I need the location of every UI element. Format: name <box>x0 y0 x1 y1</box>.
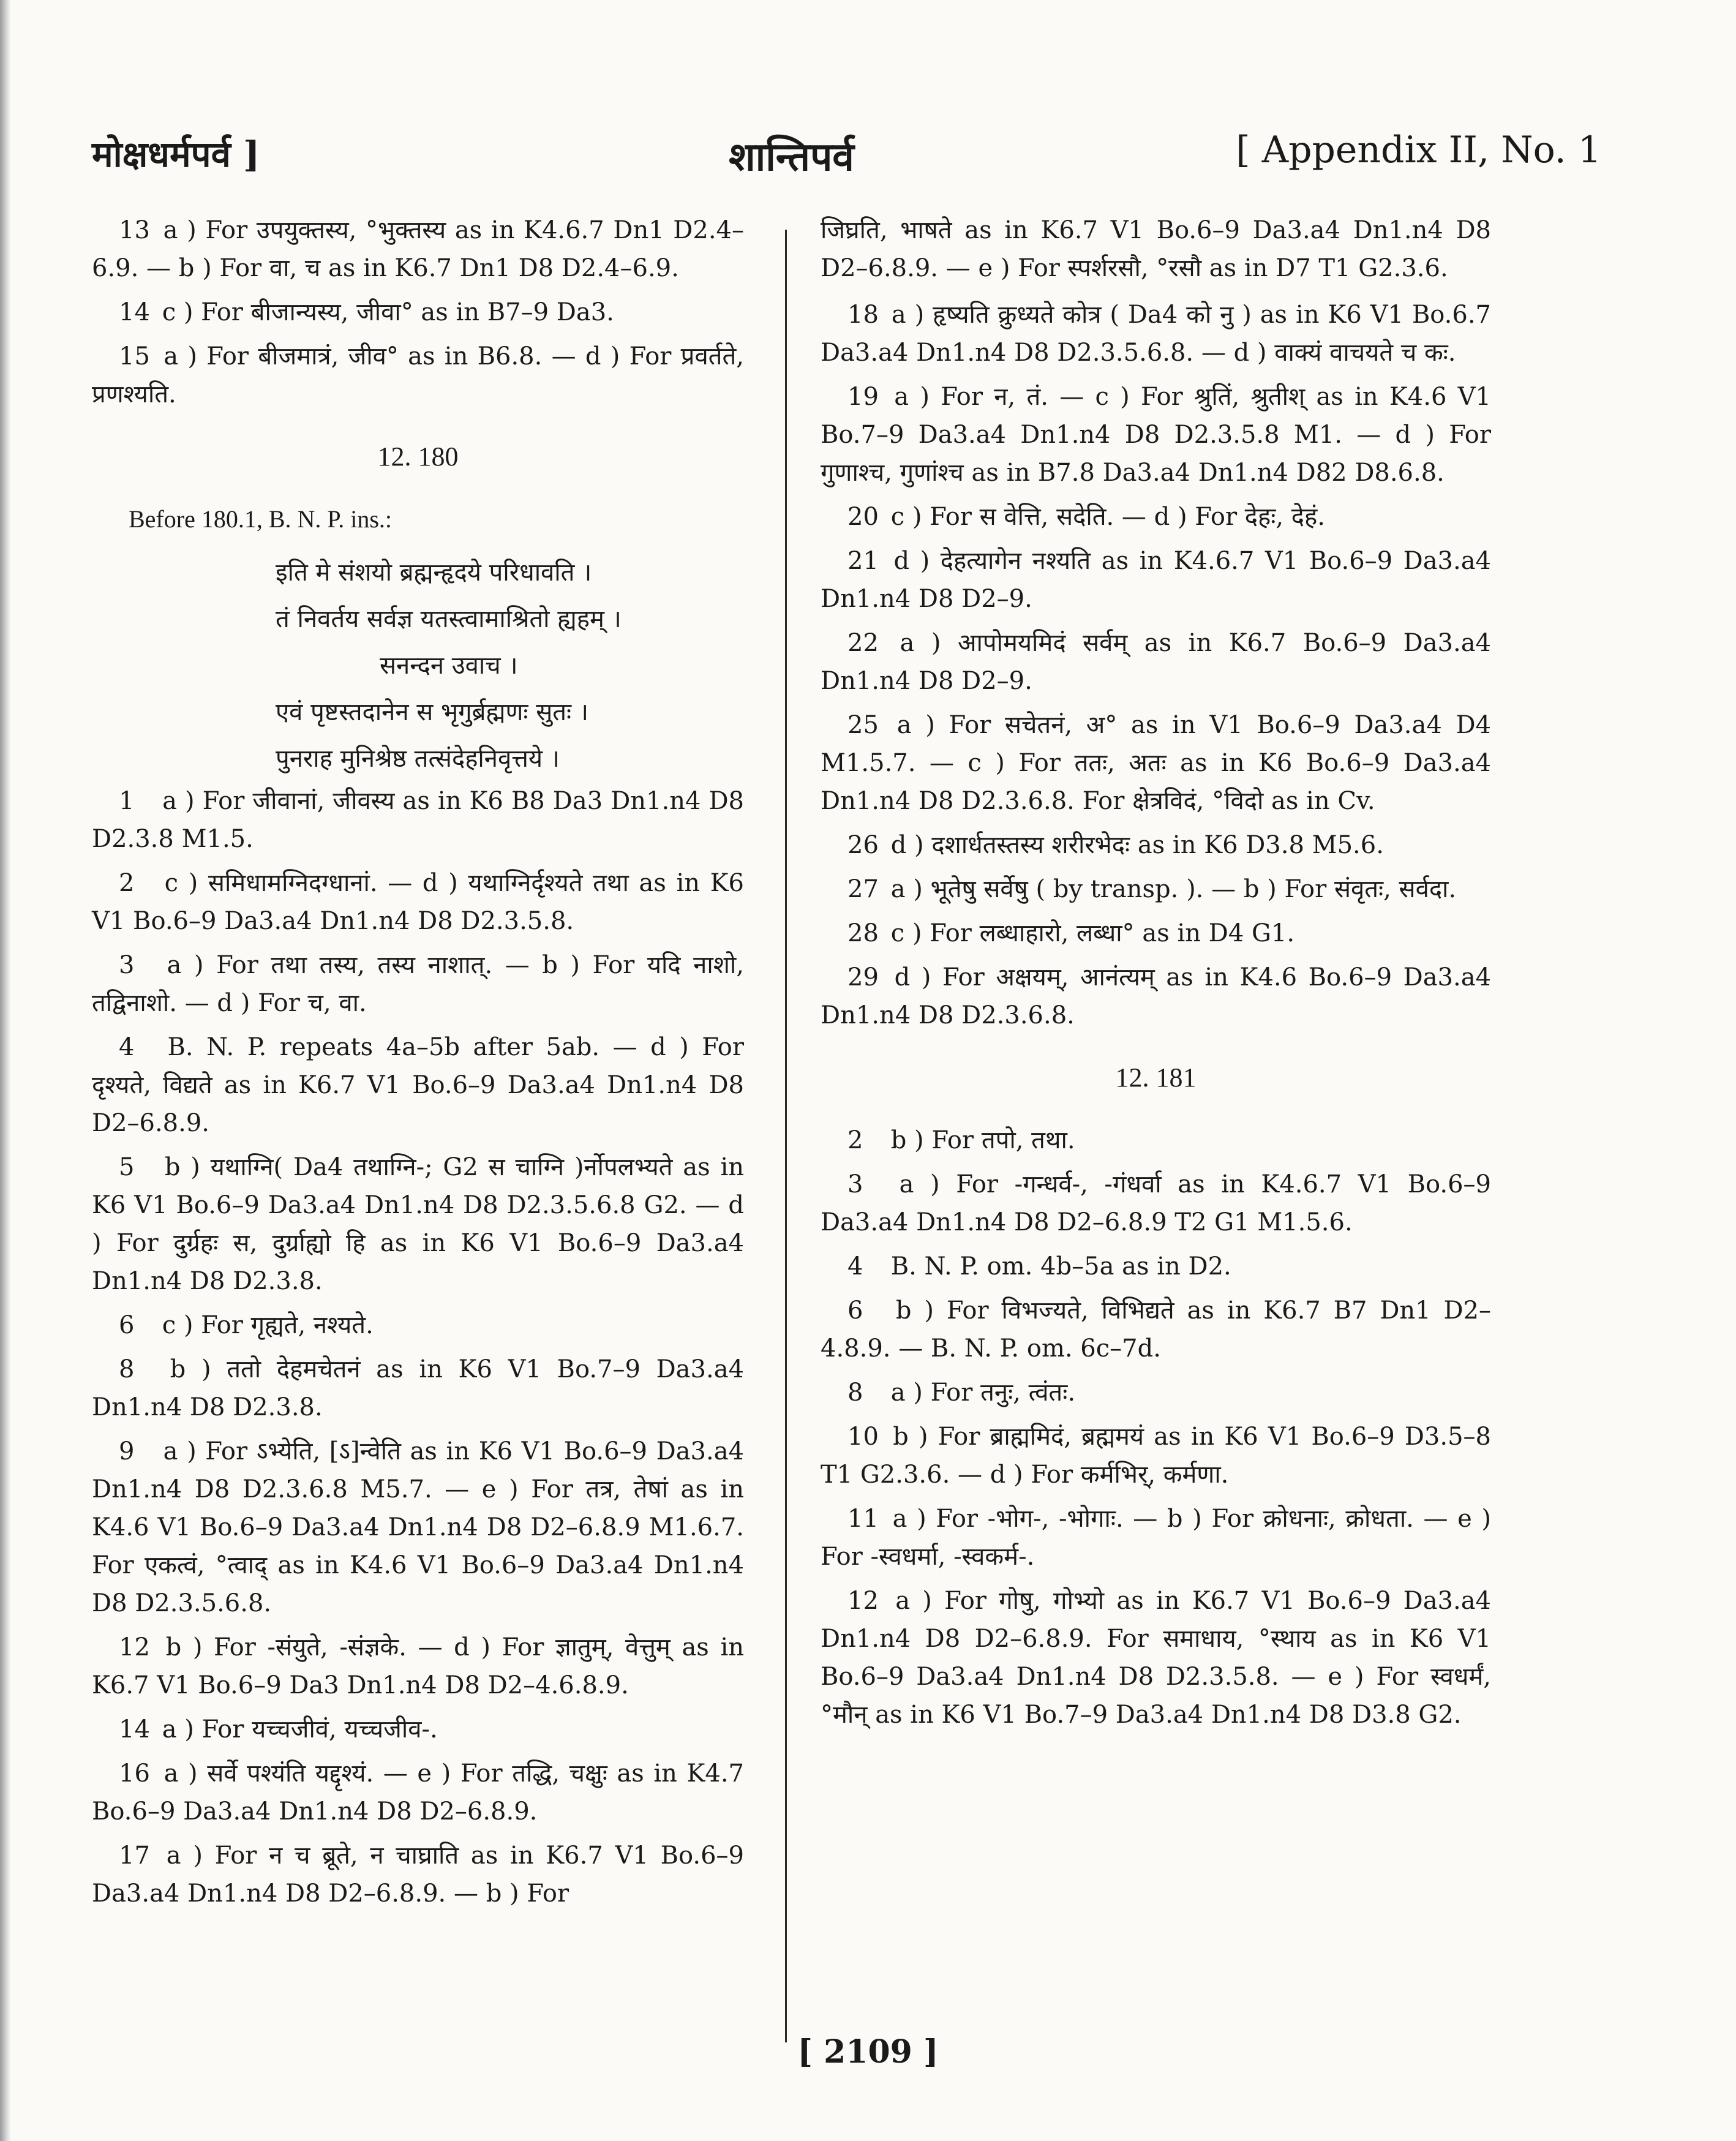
page-header <box>92 129 1601 184</box>
verse-number: 19 <box>847 383 879 411</box>
verse-number: 14 <box>119 1715 150 1744</box>
note-text: a ) सर्वे पश्यंति यद्दृश्यं. — e ) For तद्धि, चक्षुः as in K4.7 Bo.6–9 Da3.a4 Dn1.n4 D8 D2–6.8.9. <box>92 1759 744 1826</box>
note-text: d ) दशार्धतस्तस्य शरीरभेदः as in K6 D3.8 M5.6. <box>890 831 1384 859</box>
note-entry <box>821 1165 1491 1241</box>
note-text: c ) समिधामग्निदग्धानां. — d ) यथाग्निर्दृश्यते तथा as in K6 V1 Bo.6–9 Da3.a4 Dn1.n4 D8 D2.3.5.8. <box>92 869 744 935</box>
note-entry <box>92 337 744 413</box>
note-entry <box>821 914 1491 952</box>
note-entry <box>821 498 1491 536</box>
verse-number: 12 <box>847 1587 879 1615</box>
verse-line: इति मे संशयो ब्रह्मन्हृदये परिधावति । <box>276 559 592 587</box>
note-text: a ) For गोषु, गोभ्यो as in K6.7 V1 Bo.6–9 Da3.a4 Dn1.n4 D8 D2–6.8.9. For समाधाय, °स्थाय as in K6 V1 Bo.6–9 Da3.a4 Dn1.n4 D8 D2.3.5.8. — e ) For स्वधर्मं, °मौन् as in K6 V1 Bo.7–9 Da3.a4 Dn1.n4 D8 D3.8 G2. <box>821 1587 1491 1729</box>
insertion-note: Before 180.1, B. N. P. ins.: <box>129 505 392 533</box>
verse-line: तं निवर्तय सर्वज्ञ यतस्त्वामाश्रितो ह्यहम् । <box>276 605 622 633</box>
note-text: c ) For लब्धाहारो, लब्धा° as in D4 G1. <box>890 919 1295 947</box>
note-text: c ) For स वेत्ति, सदेति. — d ) For देहः, देहं. <box>890 503 1325 531</box>
note-text: जिघ्रति, भाषते as in K6.7 V1 Bo.6–9 Da3.a4 Dn1.n4 D8 D2–6.8.9. — e ) For स्पर्शरसौ, °रसौ as in D7 T1 G2.3.6. <box>821 216 1491 282</box>
verse-number: 2 <box>119 869 135 897</box>
note-entry <box>821 1247 1491 1285</box>
verse-number: 20 <box>847 503 879 531</box>
note-text: B. N. P. om. 4b–5a as in D2. <box>890 1252 1231 1281</box>
note-text: a ) For जीवानां, जीवस्य as in K6 B8 Da3 Dn1.n4 D8 D2.3.8 M1.5. <box>92 787 744 853</box>
verse-number: 8 <box>119 1355 135 1383</box>
inserted-verse <box>92 549 744 782</box>
verse-line: सनन्दन उवाच । <box>380 652 518 680</box>
column-divider <box>785 230 787 2042</box>
note-text: a ) आपोमयमिदं सर्वम् as in K6.7 Bo.6–9 Da3.a4 Dn1.n4 D8 D2–9. <box>821 629 1491 695</box>
note-entry <box>92 1148 744 1300</box>
page-number: [ 2109 ] <box>797 2033 939 2071</box>
note-entry <box>92 211 744 287</box>
note-entry <box>92 864 744 940</box>
note-entry <box>821 1500 1491 1576</box>
verse-number: 11 <box>847 1505 879 1533</box>
note-text: a ) For तथा तस्य, तस्य नाशात्. — b ) For यदि नाशो, तद्विनाशो. — d ) For च, वा. <box>92 951 745 1017</box>
verse-number: 3 <box>847 1170 863 1198</box>
note-text: a ) For -गन्धर्व-, -गंधर्वा as in K4.6.7 V1 Bo.6–9 Da3.a4 Dn1.n4 D8 D2–6.8.9 T2 G1 M1.5.6. <box>821 1170 1492 1236</box>
verse-line: एवं पृष्टस्तदानेन स भृगुर्ब्रह्मणः सुतः । <box>276 698 589 726</box>
note-entry <box>821 958 1491 1034</box>
note-entry <box>821 1582 1491 1734</box>
verse-number: 4 <box>847 1252 863 1281</box>
verse-number: 22 <box>847 629 879 657</box>
section-heading-180: 12. 180 <box>377 442 459 472</box>
verse-number: 9 <box>119 1437 135 1466</box>
note-text: c ) For बीजान्यस्य, जीवा° as in B7–9 Da3. <box>162 298 614 326</box>
header-center-title: शान्तिपर्व <box>729 134 854 180</box>
note-entry <box>821 211 1491 287</box>
left-entries-top <box>92 211 744 413</box>
note-entry <box>821 826 1491 864</box>
header-left-title: मोक्षधर्मपर्व ] <box>92 134 260 175</box>
note-text: b ) For ब्राह्ममिदं, ब्रह्ममयं as in K6 V1 Bo.6–9 D3.5–8 T1 G2.3.6. — d ) For कर्मभिर्, कर्मणा. <box>821 1423 1491 1489</box>
note-entry <box>821 1374 1491 1412</box>
note-text: b ) For -संयुते, -संज्ञके. — d ) For ज्ञातुम्, वेत्तुम् as in K6.7 V1 Bo.6–9 Da3 Dn1.n4 D8 D2–4.6.8.9. <box>92 1633 745 1699</box>
note-entry <box>92 1837 744 1913</box>
verse-number: 8 <box>847 1379 863 1407</box>
note-text: d ) For अक्षयम्, आनंत्यम् as in K4.6 Bo.6–9 Da3.a4 Dn1.n4 D8 D2.3.6.8. <box>821 963 1492 1029</box>
note-text: a ) हृष्यति क्रुध्यते कोत्र ( Da4 को नु ) as in K6 V1 Bo.6.7 Da3.a4 Dn1.n4 D8 D2.3.5.6.8. — d ) वाक्यं वाचयते च कः. <box>821 301 1492 367</box>
verse-number: 29 <box>847 963 879 991</box>
note-text: a ) For सचेतनं, अ° as in V1 Bo.6–9 Da3.a4 D4 M1.5.7. — c ) For ततः, अतः as in K6 Bo.6–9 Da3.a4 Dn1.n4 D8 D2.3.6.8. For क्षेत्रविदं, °विदो as in Cv. <box>821 711 1491 815</box>
section-heading-181: 12. 181 <box>1115 1063 1197 1093</box>
note-entry <box>821 1121 1491 1159</box>
verse-number: 5 <box>119 1153 135 1181</box>
verse-number: 4 <box>119 1033 135 1061</box>
note-text: c ) For गृह्यते, नश्यते. <box>162 1311 374 1339</box>
header-right-appendix: [ Appendix II, No. 1 <box>1236 129 1601 171</box>
note-text: d ) देहत्यागेन नश्यति as in K4.6.7 V1 Bo.6–9 Da3.a4 Dn1.n4 D8 D2–9. <box>821 547 1492 613</box>
note-text: a ) For -भोग-, -भोगाः. — b ) For क्रोधनाः, क्रोधता. — e ) For -स्वधर्मा, -स्वकर्म-. <box>821 1505 1491 1571</box>
note-text: b ) For विभज्यते, विभिद्यते as in K6.7 B7 Dn1 D2–4.8.9. — B. N. P. om. 6c–7d. <box>821 1296 1491 1363</box>
verse-number: 10 <box>847 1423 879 1451</box>
note-text: b ) For तपो, तथा. <box>890 1126 1075 1154</box>
note-text: a ) For उपयुक्तस्य, °भुक्तस्य as in K4.6.7 Dn1 D2.4–6.9. — b ) For वा, च as in K6.7 Dn1 D8 D2.4–6.9. <box>92 216 744 282</box>
right-entries-bottom <box>821 1121 1491 1734</box>
note-text: B. N. P. repeats 4a–5b after 5ab. — d ) For दृश्यते, विद्यते as in K6.7 V1 Bo.6–9 Da3.a4 Dn1.n4 D8 D2–6.8.9. <box>92 1033 744 1137</box>
note-entry <box>821 1418 1491 1494</box>
note-text: a ) For न च ब्रूते, न चाघ्राति as in K6.7 V1 Bo.6–9 Da3.a4 Dn1.n4 D8 D2–6.8.9. — b ) For <box>92 1842 744 1908</box>
verse-number: 21 <box>847 547 879 575</box>
verse-number: 2 <box>847 1126 863 1154</box>
verse-number: 12 <box>119 1633 150 1661</box>
note-entry <box>821 1292 1491 1368</box>
note-entry <box>92 293 744 331</box>
note-entry <box>92 1306 744 1344</box>
verse-line: पुनराह मुनिश्रेष्ठ तत्संदेहनिवृत्तये । <box>276 745 560 773</box>
verse-number: 25 <box>847 711 879 739</box>
note-entry <box>92 1028 744 1142</box>
note-text: a ) For यच्चजीवं, यच्चजीव-. <box>162 1715 438 1744</box>
verse-number: 28 <box>847 919 879 947</box>
note-text: a ) For न, तं. — c ) For श्रुतिं, श्रुतीश् as in K4.6 V1 Bo.7–9 Da3.a4 Dn1.n4 D8 D2.3.5.8 M1. — d ) For गुणाश्च, गुणांश्च as in B7.8 Da3.a4 Dn1.n4 D82 D8.6.8. <box>821 383 1491 487</box>
left-column <box>92 211 744 1919</box>
scan-edge <box>0 0 11 2141</box>
note-entry <box>821 378 1491 492</box>
note-text: a ) For बीजमात्रं, जीव° as in B6.8. — d ) For प्रवर्तते, प्रणश्यति. <box>92 342 744 408</box>
verse-number: 16 <box>119 1759 150 1788</box>
verse-number: 13 <box>119 216 150 244</box>
right-entries-top <box>821 211 1491 1034</box>
left-entries-bottom <box>92 782 744 1913</box>
note-entry <box>821 296 1491 372</box>
right-column <box>821 211 1491 1740</box>
note-entry <box>92 1710 744 1748</box>
verse-number: 15 <box>119 342 150 371</box>
note-text: b ) ततो देहमचेतनं as in K6 V1 Bo.7–9 Da3.a4 Dn1.n4 D8 D2.3.8. <box>92 1355 744 1421</box>
verse-number: 6 <box>847 1296 863 1325</box>
verse-number: 26 <box>847 831 879 859</box>
note-entry <box>92 1432 744 1622</box>
note-entry <box>821 624 1491 700</box>
verse-number: 27 <box>847 875 879 903</box>
verse-number: 18 <box>847 301 879 329</box>
note-entry <box>821 706 1491 820</box>
note-entry <box>92 1628 744 1704</box>
note-entry <box>92 1350 744 1426</box>
note-entry <box>92 1755 744 1831</box>
verse-number: 3 <box>119 951 135 979</box>
note-text: b ) यथाग्नि( Da4 तथाग्नि-; G2 स चाग्नि )र्नोपलभ्यते as in K6 V1 Bo.6–9 Da3.a4 Dn1.n4 D8 D2.3.5.6.8 G2. — d ) For दुर्ग्रहः स, दुर्ग्राह्यो हि as in K6 V1 Bo.6–9 Da3.a4 Dn1.n4 D8 D2.3.8. <box>92 1153 745 1295</box>
note-entry <box>821 870 1491 908</box>
note-entry <box>92 782 744 858</box>
verse-number: 14 <box>119 298 150 326</box>
note-entry <box>92 946 744 1022</box>
verse-number: 1 <box>119 787 135 815</box>
verse-number: 17 <box>119 1842 150 1870</box>
verse-number: 6 <box>119 1311 135 1339</box>
note-entry <box>821 542 1491 618</box>
note-text: a ) भूतेषु सर्वेषु ( by transp. ). — b ) For संवृतः, सर्वदा. <box>890 875 1457 903</box>
note-text: a ) For ऽभ्येति, [ऽ]न्वेति as in K6 V1 Bo.6–9 Da3.a4 Dn1.n4 D8 D2.3.6.8 M5.7. — e ) For तत्र, तेषां as in K4.6 V1 Bo.6–9 Da3.a4 Dn1.n4 D8 D2–6.8.9 M1.6.7. For एकत्वं, °त्वाद् as in K4.6 V1 Bo.6–9 Da3.a4 Dn1.n4 D8 D2.3.5.6.8. <box>92 1437 744 1617</box>
note-text: a ) For तनुः, त्वंतः. <box>890 1379 1076 1407</box>
